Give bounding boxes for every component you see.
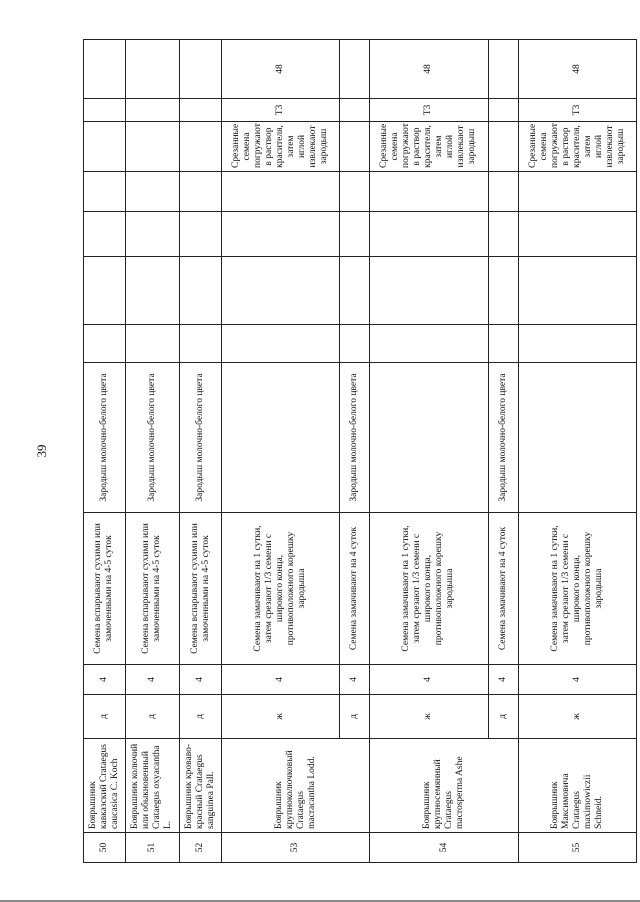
empty-cell (488, 257, 518, 325)
staining-method-cell (84, 122, 126, 172)
staining-method-cell (125, 122, 179, 172)
count-cell: 4 (125, 665, 179, 695)
empty-cell (340, 172, 370, 212)
empty-cell (221, 172, 339, 212)
empty-cell (221, 212, 339, 257)
row-number-cell: 55 (518, 833, 636, 863)
row-number-cell: 52 (180, 833, 222, 863)
staining-method-cell (340, 122, 370, 172)
seed-code-cell: ж (370, 695, 488, 739)
seed-code-cell: д (84, 695, 126, 739)
empty-cell (370, 325, 488, 363)
species-name-cell: Боярышник кавказский Crataegus caucasica C. Koch (84, 739, 126, 833)
empty-cell (488, 325, 518, 363)
hours-cell: 48 (518, 40, 636, 99)
empty-cell (125, 257, 179, 325)
preparation-cell: Семена замачивают на 4 суток (488, 513, 518, 665)
stain-type-cell (180, 99, 222, 122)
rotated-table-container (83, 40, 637, 863)
species-name-cell: Боярышник крупноколючковый Crataegus macracantha Lodd. (221, 739, 369, 833)
count-cell: 4 (370, 665, 488, 695)
empty-cell (221, 257, 339, 325)
empty-cell (340, 212, 370, 257)
empty-cell (180, 212, 222, 257)
empty-cell (370, 257, 488, 325)
embryo-color-cell (518, 363, 636, 513)
empty-cell (518, 257, 636, 325)
species-name-cell: Боярышник крупносемянный Crataegus macrosperma Ashe (370, 739, 518, 833)
seed-code-cell: д (340, 695, 370, 739)
row-number-cell: 54 (370, 833, 518, 863)
embryo-color-cell: Зародыш молочно-белого цвета (340, 363, 370, 513)
species-name-cell: Боярышник колючий или обыкновенный Crataegus oxyacantha L. (125, 739, 179, 833)
count-cell: 4 (518, 665, 636, 695)
empty-cell (125, 172, 179, 212)
preparation-cell: Семена замачивают на 1 сутки, затем срезают 1/3 семени с широкого конца, противоположного корешку зародыша (518, 513, 636, 665)
empty-cell (488, 172, 518, 212)
staining-method-cell: Срезанные семена погружают в раствор красителя, затем иглой извлекают зародыш (518, 122, 636, 172)
seed-code-cell: д (125, 695, 179, 739)
empty-cell (340, 325, 370, 363)
seed-code-cell: ж (221, 695, 339, 739)
table-row (221, 40, 339, 863)
embryo-color-cell (370, 363, 488, 513)
count-cell: 4 (340, 665, 370, 695)
empty-cell (221, 325, 339, 363)
count-cell: 4 (488, 665, 518, 695)
count-cell: 4 (221, 665, 339, 695)
preparation-cell: Семена вспарывают сухими или замоченными на 4-5 суток (180, 513, 222, 665)
table-row (518, 40, 636, 863)
stain-type-cell: Т3 (370, 99, 488, 122)
stain-type-cell (84, 99, 126, 122)
preparation-cell: Семена замачивают на 1 сутки, затем срезают 1/3 семени с широкого конца, противоположного корешку зародыша (221, 513, 339, 665)
row-number-cell: 50 (84, 833, 126, 863)
empty-cell (180, 257, 222, 325)
empty-cell (84, 172, 126, 212)
hours-cell (180, 40, 222, 99)
staining-method-cell (180, 122, 222, 172)
embryo-color-cell: Зародыш молочно-белого цвета (488, 363, 518, 513)
empty-cell (518, 212, 636, 257)
staining-method-cell (488, 122, 518, 172)
empty-cell (370, 212, 488, 257)
empty-cell (125, 212, 179, 257)
preparation-cell: Семена вспарывают сухими или замоченными на 4-5 суток (125, 513, 179, 665)
table-row (84, 40, 126, 863)
count-cell: 4 (84, 665, 126, 695)
seed-test-table (83, 39, 637, 863)
hours-cell: 48 (370, 40, 488, 99)
empty-cell (84, 325, 126, 363)
row-number-cell: 53 (221, 833, 369, 863)
hours-cell (84, 40, 126, 99)
table-row (180, 40, 222, 863)
table-row (125, 40, 179, 863)
stain-type-cell (488, 99, 518, 122)
species-name-cell: Боярышник кроваво-красный Crataegus sanguinea Pall. (180, 739, 222, 833)
staining-method-cell: Срезанные семена погружают в раствор красителя, затем иглой извлекают зародыш (221, 122, 339, 172)
page-number: 39 (34, 444, 49, 458)
empty-cell (340, 257, 370, 325)
embryo-color-cell: Зародыш молочно-белого цвета (125, 363, 179, 513)
hours-cell (125, 40, 179, 99)
hours-cell: 48 (221, 40, 339, 99)
hours-cell (488, 40, 518, 99)
stain-type-cell: Т3 (221, 99, 339, 122)
empty-cell (370, 172, 488, 212)
embryo-color-cell (221, 363, 339, 513)
hours-cell (340, 40, 370, 99)
count-cell: 4 (180, 665, 222, 695)
empty-cell (488, 212, 518, 257)
stain-type-cell: Т3 (518, 99, 636, 122)
stain-type-cell (340, 99, 370, 122)
embryo-color-cell: Зародыш молочно-белого цвета (84, 363, 126, 513)
stain-type-cell (125, 99, 179, 122)
species-name-cell: Боярышник Максимовича Crataegus maximowiczii Schneid. (518, 739, 636, 833)
seed-code-cell: д (488, 695, 518, 739)
empty-cell (180, 172, 222, 212)
embryo-color-cell: Зародыш молочно-белого цвета (180, 363, 222, 513)
empty-cell (518, 172, 636, 212)
preparation-cell: Семена вспарывают сухими или замоченными на 4-5 суток (84, 513, 126, 665)
empty-cell (518, 325, 636, 363)
table-row (370, 40, 488, 863)
row-number-cell: 51 (125, 833, 179, 863)
empty-cell (125, 325, 179, 363)
preparation-cell: Семена замачивают на 4 суток (340, 513, 370, 665)
empty-cell (180, 325, 222, 363)
preparation-cell: Семена замачивают на 1 сутки, затем срезают 1/3 семени с широкого конца, противоположного корешку зародыша (370, 513, 488, 665)
empty-cell (84, 212, 126, 257)
table-body (84, 40, 637, 863)
empty-cell (84, 257, 126, 325)
staining-method-cell: Срезанные семена погружают в раствор красителя, затем иглой извлекают зародыш (370, 122, 488, 172)
seed-code-cell: ж (518, 695, 636, 739)
seed-code-cell: д (180, 695, 222, 739)
